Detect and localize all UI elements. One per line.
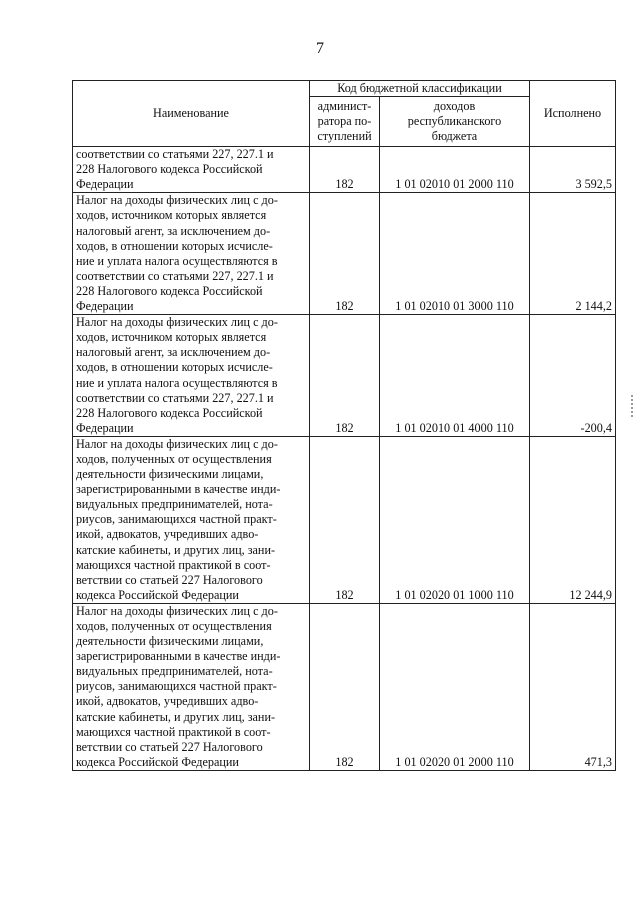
row-admin-code: 182	[310, 436, 380, 603]
header-administrator	[310, 97, 380, 147]
table-body	[73, 147, 616, 771]
header-name: Наименование	[73, 81, 310, 147]
row-executed: 12 244,9	[530, 436, 616, 603]
row-admin-code: 182	[310, 315, 380, 437]
table-row	[73, 436, 616, 603]
row-admin-code: 182	[310, 147, 380, 193]
budget-classification-table	[72, 80, 616, 771]
page-number: 7	[316, 40, 324, 57]
table-row	[73, 315, 616, 437]
row-name: Налог на доходы физических лиц с до- ходов, полученных от осуществления деятельности физическими лицами, зарегистрированными в качестве инди- видуальных предпринимателей, нота- риусов, занимающихся частной практ- икой, адвокатов, учредивших адво- катские кабинеты, и других лиц, зани- мающихся частной практикой в соот- ветствии со статьей 227 Налогового кодекса Российской Федерации	[73, 603, 310, 770]
row-admin-code: 182	[310, 603, 380, 770]
row-revenue-code: 1 01 02020 01 2000 110	[380, 603, 530, 770]
header-administrator-text: админист- ратора по- ступлений	[317, 98, 372, 144]
header-revenue-text: доходов республиканского бюджета	[407, 98, 502, 144]
row-executed: 471,3	[530, 603, 616, 770]
row-name: Налог на доходы физических лиц с до- ходов, полученных от осуществления деятельности физическими лицами, зарегистрированными в качестве инди- видуальных предпринимателей, нота- риусов, занимающихся частной практ- икой, адвокатов, учредивших адво- катские кабинеты, и других лиц, зани- мающихся частной практикой в соот- ветствии со статьей 227 Налогового кодекса Российской Федерации	[73, 436, 310, 603]
row-admin-code: 182	[310, 193, 380, 315]
header-executed: Исполнено	[530, 81, 616, 147]
header-classification-code: Код бюджетной классификации	[310, 81, 530, 97]
row-name: Налог на доходы физических лиц с до- ходов, источником которых является налоговый агент, за исключением до- ходов, в отношении которых исчисле- ние и уплата налога осуществляются в соответствии со статьями 227, 227.1 и 228 Налогового кодекса Российской Федерации	[73, 315, 310, 437]
table-row	[73, 193, 616, 315]
row-executed: 3 592,5	[530, 147, 616, 193]
row-revenue-code: 1 01 02010 01 3000 110	[380, 193, 530, 315]
table-row	[73, 603, 616, 770]
row-revenue-code: 1 01 02020 01 1000 110	[380, 436, 530, 603]
row-executed: -200,4	[530, 315, 616, 437]
row-name: соответствии со статьями 227, 227.1 и 228 Налогового кодекса Российской Федерации	[73, 147, 310, 193]
scan-edge-mark	[631, 395, 637, 417]
table-header	[73, 81, 616, 147]
row-name: Налог на доходы физических лиц с до- ходов, источником которых является налоговый агент, за исключением до- ходов, в отношении которых исчисле- ние и уплата налога осуществляются в соответствии со статьями 227, 227.1 и 228 Налогового кодекса Российской Федерации	[73, 193, 310, 315]
row-revenue-code: 1 01 02010 01 2000 110	[380, 147, 530, 193]
header-revenue	[380, 97, 530, 147]
table-row	[73, 147, 616, 193]
row-executed: 2 144,2	[530, 193, 616, 315]
row-revenue-code: 1 01 02010 01 4000 110	[380, 315, 530, 437]
